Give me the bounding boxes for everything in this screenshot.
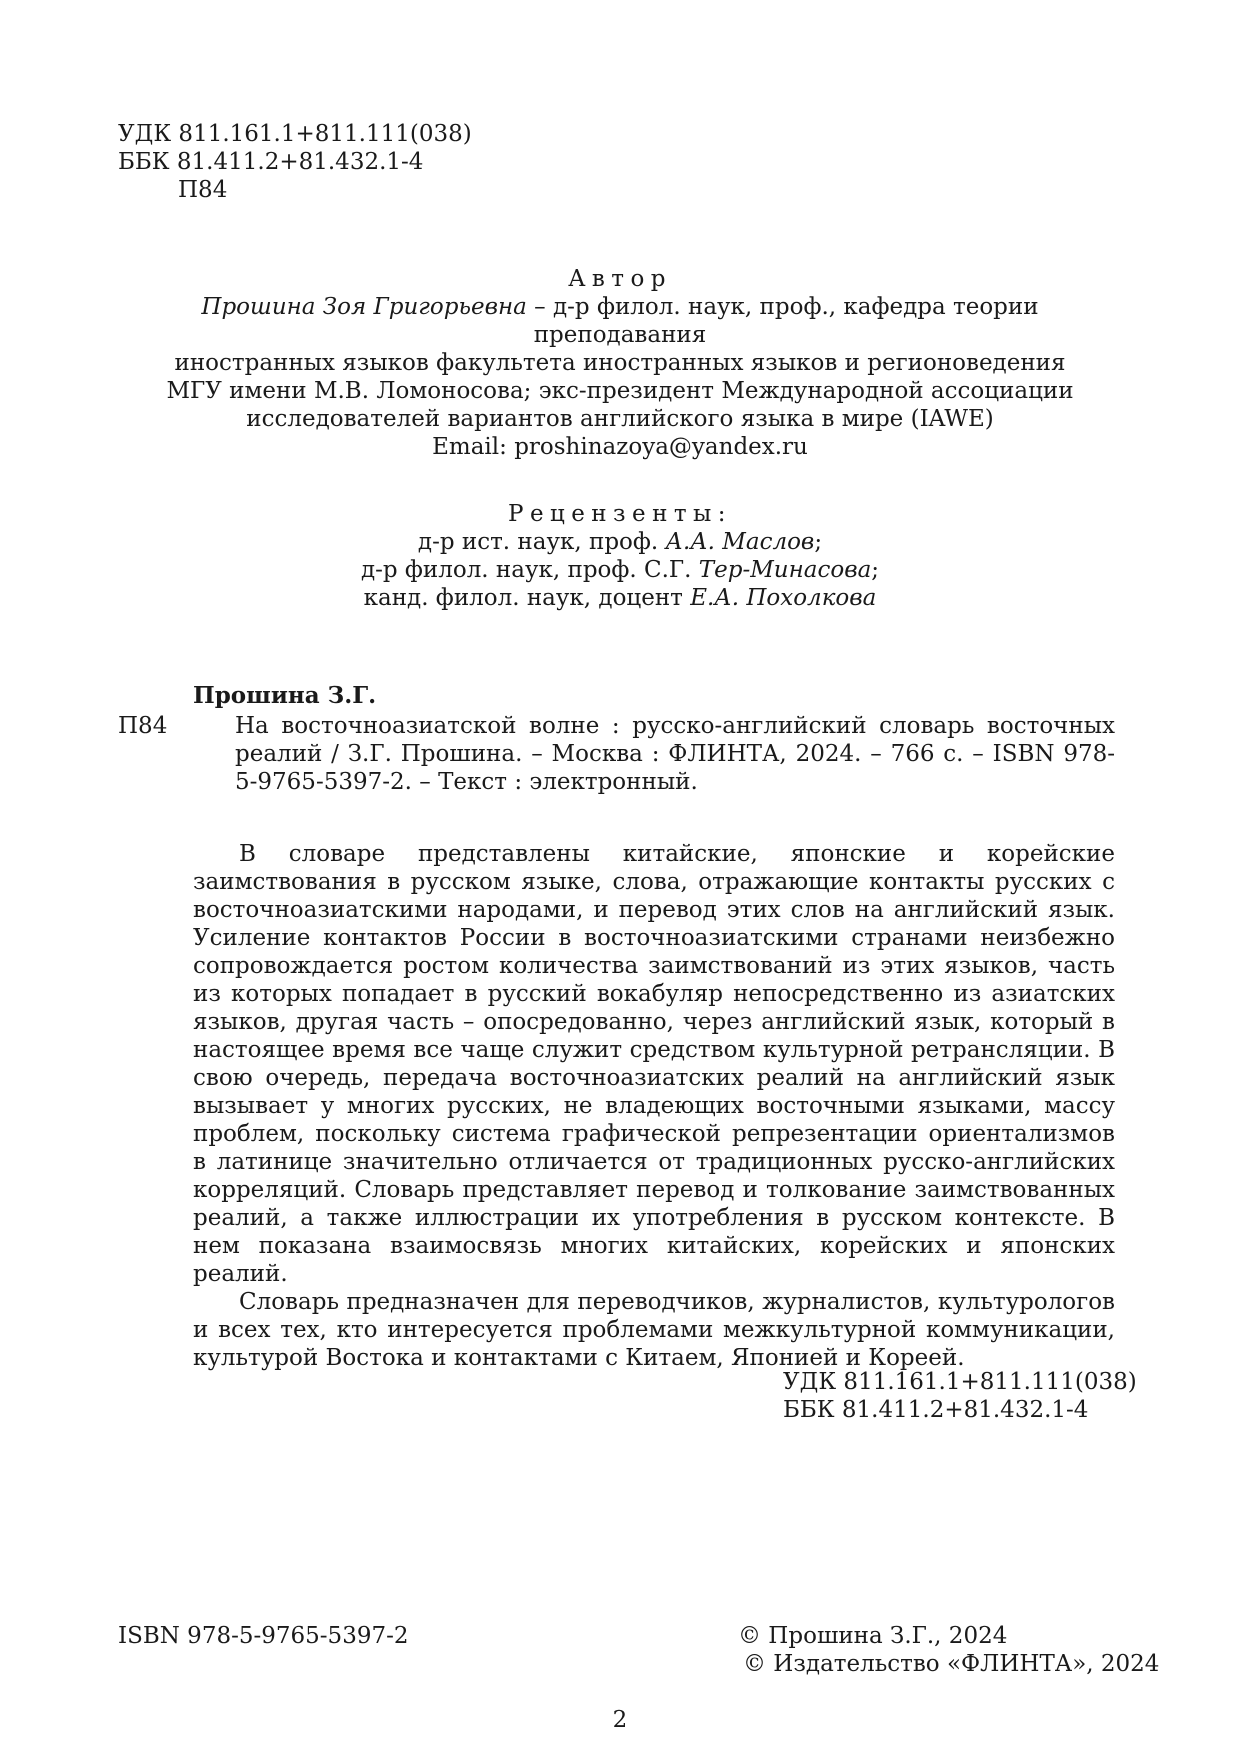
author-name: Прошина Зоя Григорьевна (201, 294, 527, 320)
catalog-author: Прошина З.Г. (193, 682, 377, 709)
reviewers-section (118, 500, 1122, 612)
copyright-author: © Прошина З.Г., 2024 (738, 1623, 1008, 1649)
reviewers-heading: Рецензенты: (508, 501, 732, 527)
annotation (193, 840, 1115, 1372)
classification-codes-repeat (783, 1368, 1137, 1424)
bibliographic-entry: На восточноазиатской волне : русско-английский словарь восточных реалий / З.Г. Прошина. – Москва : ФЛИНТА, 2024. – 766 с. – ISBN 978-5-9765-5397-2. – Текст : электронный. (235, 713, 1115, 795)
bbk-code: ББК 81.411.2+81.432.1-4 (118, 149, 424, 175)
isbn: ISBN 978-5-9765-5397-2 (118, 1623, 409, 1649)
author-mark: П84 (178, 177, 228, 203)
udk-code-repeat: УДК 811.161.1+811.111(038) (783, 1369, 1137, 1395)
author-line-3: МГУ имени М.В. Ломоносова; экс-президент Международной ассоциации (166, 378, 1074, 404)
reviewer-title: д-р филол. наук, проф. С.Г. (360, 557, 699, 583)
catalog-code: П84 (118, 713, 168, 739)
author-heading: Автор (568, 266, 672, 292)
reviewer-separator: ; (814, 529, 823, 555)
reviewer-separator: ; (871, 557, 880, 583)
annotation-paragraph-2: Словарь предназначен для переводчиков, журналистов, культурологов и всех тех, кто интересуется проблемами межкультурной коммуникации, культурой Востока и контактами с Китаем, Японией и Кореей. (193, 1289, 1115, 1371)
reviewer-line (118, 528, 1122, 556)
author-credentials: – д-р филол. наук, проф., кафедра теории преподавания (526, 294, 1039, 348)
author-section (118, 265, 1122, 461)
reviewer-line (118, 556, 1122, 584)
author-line-4: исследователей вариантов английского языка в мире (IAWE) (246, 406, 994, 432)
page-number: 2 (612, 1707, 628, 1733)
reviewer-title: канд. филол. наук, доцент (363, 585, 691, 611)
author-line-1 (118, 293, 1122, 349)
bbk-code-repeat: ББК 81.411.2+81.432.1-4 (783, 1397, 1089, 1423)
annotation-paragraph-1: В словаре представлены китайские, японские и корейские заимствования в русском языке, слова, отражающие контакты русских с восточноазиатскими народами, и перевод этих слов на английский язык. Усиление контактов России в восточноазиатскими странами неизбежно сопровождается ростом количества заимствований из этих языков, часть из которых попадает в русский вокабуляр непосредственно из азиатских языков, другая часть – опосредованно, через английский язык, который в настоящее время все чаще служит средством культурной ретрансляции. В свою очередь, передача восточноазиатских реалий на английский язык вызывает у многих русских, не владеющих восточными языками, массу проблем, поскольку система графической репрезентации ориентализмов в латинице значительно отличается от традиционных русско-английских корреляций. Словарь представляет перевод и толкование заимствованных реалий, а также иллюстрации их употребления в русском контексте. В нем показана взаимосвязь многих китайских, корейских и японских реалий. (193, 841, 1115, 1287)
reviewer-name: Тер-Минасова (698, 557, 872, 583)
udk-code: УДК 811.161.1+811.111(038) (118, 121, 472, 147)
reviewer-name: Е.А. Похолкова (690, 585, 877, 611)
reviewer-line (118, 584, 1122, 612)
copyright-publisher: © Издательство «ФЛИНТА», 2024 (743, 1651, 1160, 1677)
author-line-2: иностранных языков факультета иностранных языков и регионоведения (174, 350, 1066, 376)
reviewer-title: д-р ист. наук, проф. (417, 529, 666, 555)
classification-codes (118, 120, 472, 204)
author-email: Email: proshinazoya@yandex.ru (432, 434, 808, 460)
copyright-block (738, 1622, 1159, 1678)
reviewer-name: А.А. Маслов (665, 529, 815, 555)
